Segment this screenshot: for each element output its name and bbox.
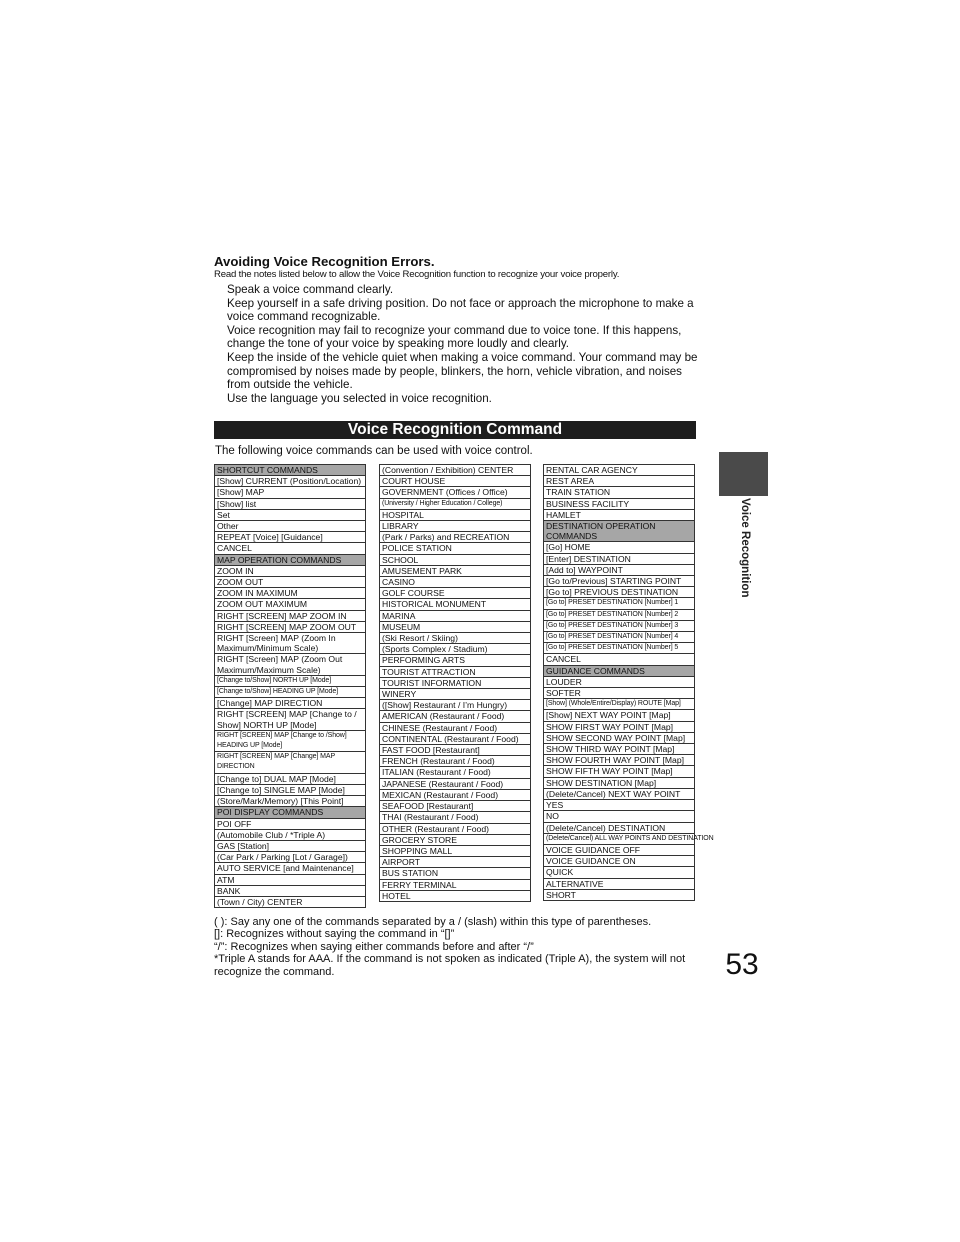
command-cell: SHOPPING MALL xyxy=(380,846,530,857)
footnote: *Triple A stands for AAA. If the command is not spoken as indicated (Triple A), the system will not recognize the command. xyxy=(214,953,686,978)
command-cell: AMERICAN (Restaurant / Food) xyxy=(380,711,530,722)
command-cell: CANCEL xyxy=(544,654,694,665)
command-cell: AMUSEMENT PARK xyxy=(380,566,530,577)
command-cell: (Automobile Club / *Triple A) xyxy=(215,830,365,841)
command-cell: SHOW FIFTH WAY POINT [Map] xyxy=(544,766,694,777)
command-cell: POLICE STATION xyxy=(380,543,530,554)
command-cell: JAPANESE (Restaurant / Food) xyxy=(380,779,530,790)
command-cell: (Delete/Cancel) ALL WAY POINTS AND DESTINATION xyxy=(544,834,694,845)
command-column-3 xyxy=(543,464,714,901)
command-cell: RENTAL CAR AGENCY xyxy=(544,465,694,476)
command-cell: (Ski Resort / Skiing) xyxy=(380,633,530,644)
command-cell: HOTEL xyxy=(380,891,530,902)
command-cell: PERFORMING ARTS xyxy=(380,655,530,666)
command-cell: MEXICAN (Restaurant / Food) xyxy=(380,790,530,801)
command-cell: [Show] list xyxy=(215,499,365,510)
command-cell: [Go to] PRESET DESTINATION [Number] 3 xyxy=(544,621,694,632)
command-cell: [Enter] DESTINATION xyxy=(544,554,694,565)
command-cell: BUS STATION xyxy=(380,868,530,879)
section-tab-marker xyxy=(719,452,768,496)
command-cell: REPEAT [Voice] [Guidance] xyxy=(215,532,365,543)
command-cell: [Show] NEXT WAY POINT [Map] xyxy=(544,710,694,721)
command-cell: ([Show] Restaurant / I’m Hungry) xyxy=(380,700,530,711)
command-cell: RIGHT [SCREEN] MAP [Change] MAP DIRECTION xyxy=(215,752,365,773)
command-cell: HISTORICAL MONUMENT xyxy=(380,599,530,610)
command-cell: WINERY xyxy=(380,689,530,700)
command-cell: SHOW FIRST WAY POINT [Map] xyxy=(544,722,694,733)
command-cell: TOURIST ATTRACTION xyxy=(380,667,530,678)
command-cell: BANK xyxy=(215,886,365,897)
command-cell: [Go to/Previous] STARTING POINT xyxy=(544,576,694,587)
command-cell: (Car Park / Parking [Lot / Garage]) xyxy=(215,852,365,863)
command-cell: SEAFOOD [Restaurant] xyxy=(380,801,530,812)
footnote: “/”: Recognizes when saying either commands before and after “/” xyxy=(214,940,534,953)
command-cell: SCHOOL xyxy=(380,555,530,566)
command-cell: (Delete/Cancel) DESTINATION xyxy=(544,823,694,834)
command-cell: FRENCH (Restaurant / Food) xyxy=(380,756,530,767)
command-cell: MUSEUM xyxy=(380,622,530,633)
command-cell: YES xyxy=(544,800,694,811)
command-cell: RIGHT [Screen] MAP (Zoom In Maximum/Minimum Scale) xyxy=(215,633,365,654)
command-category-header: DESTINATION OPERATION COMMANDS xyxy=(544,521,694,542)
command-cell: [Change to/Show] HEADING UP [Mode] xyxy=(215,687,365,698)
command-cell: THAI (Restaurant / Food) xyxy=(380,812,530,823)
command-cell: [Show] (Whole/Entire/Display) ROUTE [Map] xyxy=(544,699,694,710)
command-cell: TRAIN STATION xyxy=(544,487,694,498)
command-cell: [Change] MAP DIRECTION xyxy=(215,698,365,709)
command-cell: Set xyxy=(215,510,365,521)
command-cell: CONTINENTAL (Restaurant / Food) xyxy=(380,734,530,745)
command-cell: QUICK xyxy=(544,867,694,878)
command-cell: LIBRARY xyxy=(380,521,530,532)
command-cell: [Change to] DUAL MAP [Mode] xyxy=(215,774,365,785)
footnotes xyxy=(214,916,704,978)
command-cell: [Add to] WAYPOINT xyxy=(544,565,694,576)
command-cell: VOICE GUIDANCE ON xyxy=(544,856,694,867)
command-cell: RIGHT [Screen] MAP (Zoom Out Maximum/Maximum Scale) xyxy=(215,654,365,675)
command-cell: (Delete/Cancel) NEXT WAY POINT xyxy=(544,789,694,800)
command-cell: [Go to] PRESET DESTINATION [Number] 5 xyxy=(544,643,694,654)
command-category-header: POI DISPLAY COMMANDS xyxy=(215,807,365,818)
command-cell: [Show] CURRENT (Position/Location) xyxy=(215,476,365,487)
command-column-1 xyxy=(214,464,366,908)
command-cell: SHOW SECOND WAY POINT [Map] xyxy=(544,733,694,744)
command-cell: GOVERNMENT (Offices / Office) xyxy=(380,487,530,498)
note-item: Voice recognition may fail to recognize your command due to voice tone. If this happens, change the tone of your voice by speaking more loudly and clearly. xyxy=(227,323,682,351)
command-cell: (University / Higher Education / College) xyxy=(380,499,530,510)
command-cell: (Park / Parks) and RECREATION xyxy=(380,532,530,543)
command-cell: [Go] HOME xyxy=(544,542,694,553)
command-cell: CANCEL xyxy=(215,543,365,554)
command-cell: Other xyxy=(215,521,365,532)
section-heading: Avoiding Voice Recognition Errors. xyxy=(214,254,435,269)
command-cell: (Store/Mark/Memory) [This Point] xyxy=(215,796,365,807)
section-side-title: Voice Recognition xyxy=(739,498,751,598)
footnote: []: Recognizes without saying the command in “[]” xyxy=(214,928,455,941)
command-cell: (Convention / Exhibition) CENTER xyxy=(380,465,530,476)
command-cell: [Show] MAP xyxy=(215,487,365,498)
command-column-2 xyxy=(379,464,531,902)
command-cell: BUSINESS FACILITY xyxy=(544,499,694,510)
command-cell: [Go to] PRESET DESTINATION [Number] 2 xyxy=(544,610,694,621)
command-cell: POI OFF xyxy=(215,819,365,830)
command-cell: [Go to] PREVIOUS DESTINATION xyxy=(544,587,694,598)
command-category-header: SHORTCUT COMMANDS xyxy=(215,465,365,476)
command-cell: ATM xyxy=(215,875,365,886)
command-cell: [Change to/Show] NORTH UP [Mode] xyxy=(215,676,365,687)
command-cell: HOSPITAL xyxy=(380,510,530,521)
command-cell: [Change to] SINGLE MAP [Mode] xyxy=(215,785,365,796)
intro-text: Read the notes listed below to allow the Voice Recognition function to recognize your voice properly. xyxy=(214,269,620,280)
page-number: 53 xyxy=(725,948,759,981)
lead-text: The following voice commands can be used with voice control. xyxy=(215,445,533,457)
command-cell: MARINA xyxy=(380,611,530,622)
command-cell: COURT HOUSE xyxy=(380,476,530,487)
command-cell: RIGHT [SCREEN] MAP [Change to / Show] NORTH UP [Mode] xyxy=(215,709,365,730)
note-item: Keep yourself in a safe driving position. Do not face or approach the microphone to make a voice command recognizable. xyxy=(227,296,694,324)
notes-list xyxy=(227,283,702,405)
command-cell: FERRY TERMINAL xyxy=(380,880,530,891)
command-cell: ITALIAN (Restaurant / Food) xyxy=(380,767,530,778)
command-cell: HAMLET xyxy=(544,510,694,521)
command-cell: VOICE GUIDANCE OFF xyxy=(544,845,694,856)
note-item: Keep the inside of the vehicle quiet when making a voice command. Your command may be compromised by noises made by people, blinkers, the horn, vehicle vibration, and noises from outside the vehicle. xyxy=(227,350,698,392)
command-cell: ALTERNATIVE xyxy=(544,879,694,890)
note-item: Speak a voice command clearly. xyxy=(227,283,394,296)
command-cell: [Go to] PRESET DESTINATION [Number] 4 xyxy=(544,632,694,643)
note-item: Use the language you selected in voice recognition. xyxy=(227,391,492,405)
command-category-header: MAP OPERATION COMMANDS xyxy=(215,555,365,566)
command-cell: [Go to] PRESET DESTINATION [Number] 1 xyxy=(544,598,694,609)
command-cell: (Town / City) CENTER xyxy=(215,897,365,908)
command-cell: ZOOM OUT xyxy=(215,577,365,588)
command-cell: CASINO xyxy=(380,577,530,588)
command-cell: RIGHT [SCREEN] MAP [Change to /Show] HEADING UP [Mode] xyxy=(215,731,365,752)
command-cell: GAS [Station] xyxy=(215,841,365,852)
command-cell: SHORT xyxy=(544,890,694,901)
command-cell: TOURIST INFORMATION xyxy=(380,678,530,689)
command-cell: RIGHT [SCREEN] MAP ZOOM IN xyxy=(215,611,365,622)
command-cell: GOLF COURSE xyxy=(380,588,530,599)
footnote: ( ): Say any one of the commands separated by a / (slash) within this type of parentheses. xyxy=(214,916,652,928)
command-cell: (Sports Complex / Stadium) xyxy=(380,644,530,655)
command-cell: ZOOM IN xyxy=(215,566,365,577)
command-cell: ZOOM OUT MAXIMUM xyxy=(215,599,365,610)
command-cell: SHOW THIRD WAY POINT [Map] xyxy=(544,744,694,755)
command-cell: FAST FOOD [Restaurant] xyxy=(380,745,530,756)
command-cell: NO xyxy=(544,811,694,822)
command-cell: ZOOM IN MAXIMUM xyxy=(215,588,365,599)
command-cell: AUTO SERVICE [and Maintenance] xyxy=(215,863,365,874)
command-cell: SHOW FOURTH WAY POINT [Map] xyxy=(544,755,694,766)
command-cell: SHOW DESTINATION [Map] xyxy=(544,778,694,789)
command-banner: Voice Recognition Command xyxy=(214,421,696,439)
command-cell: REST AREA xyxy=(544,476,694,487)
command-cell: OTHER (Restaurant / Food) xyxy=(380,824,530,835)
command-cell: SOFTER xyxy=(544,688,694,699)
command-cell: AIRPORT xyxy=(380,857,530,868)
command-category-header: GUIDANCE COMMANDS xyxy=(544,666,694,677)
command-cell: LOUDER xyxy=(544,677,694,688)
command-cell: GROCERY STORE xyxy=(380,835,530,846)
command-cell: CHINESE (Restaurant / Food) xyxy=(380,723,530,734)
command-cell: RIGHT [SCREEN] MAP ZOOM OUT xyxy=(215,622,365,633)
